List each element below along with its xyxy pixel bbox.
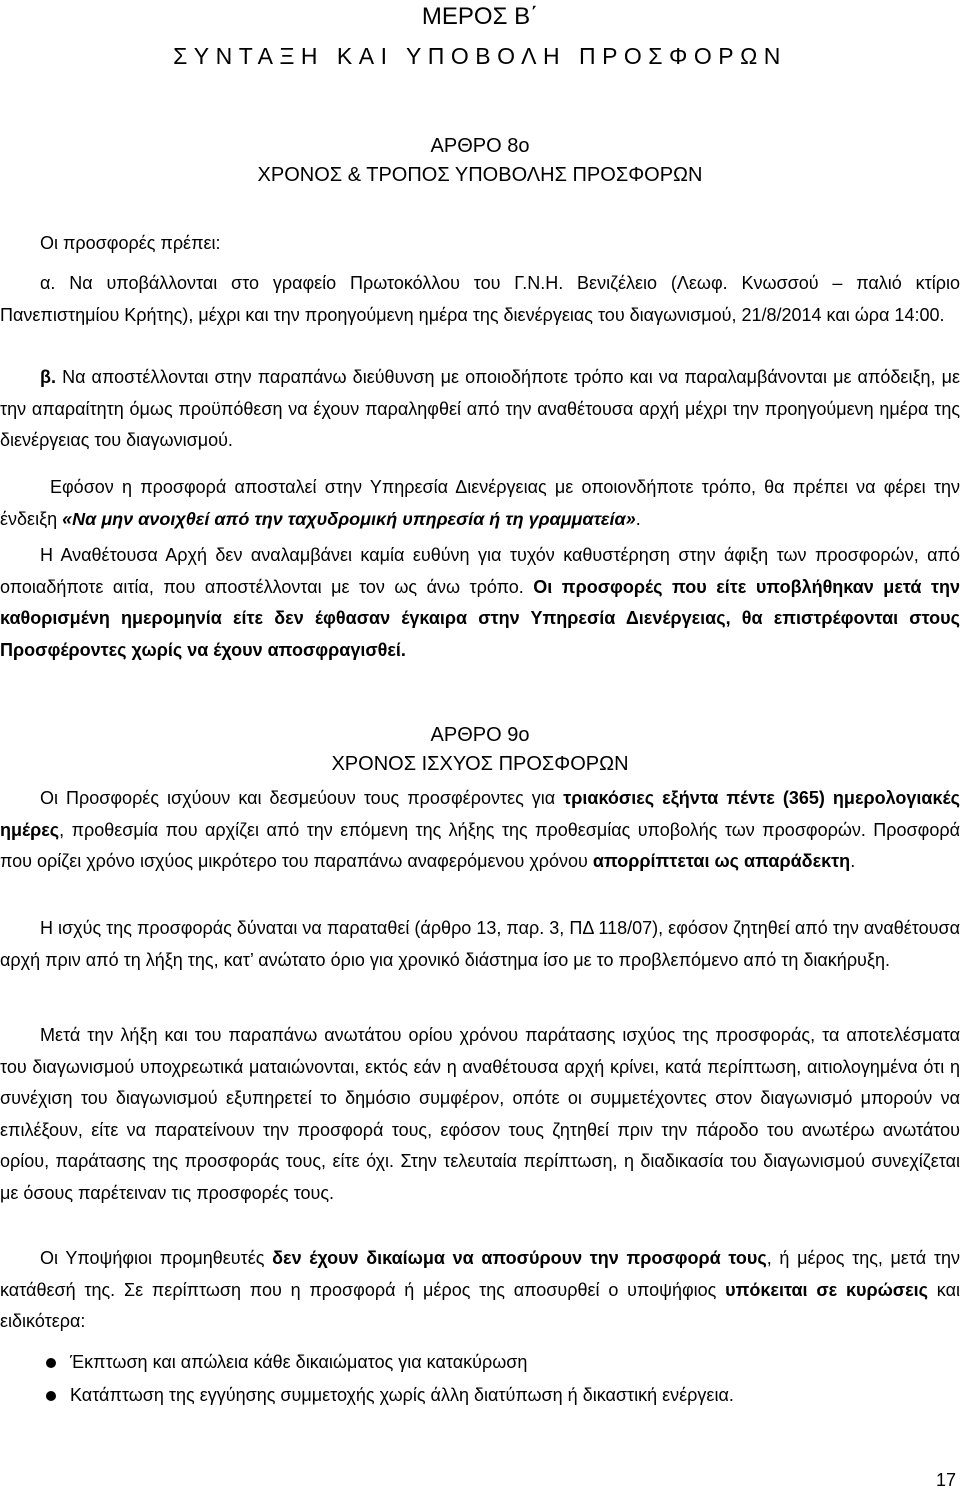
expiry-paragraph [0,1020,960,1209]
withdrawal-text-c: , ή μέρος της, μετά την κατάθεσή της. Σε περίπτωση που η προσφορά ή μέρος της αποσυρθεί ο υποψήφιος [0,1248,960,1300]
article-8-number: ΑΡΘΡΟ 8ο [430,135,530,157]
withdrawal-paragraph [0,1243,960,1338]
validity-text-e: . [850,851,856,871]
withdrawal-text-a: Οι Υποψήφιοι προμηθευτές [40,1248,273,1268]
liability-bold: Οι προσφορές που είτε υποβλήθηκαν μετά την καθορισμένη ημερομηνία είτε δεν έφθασαν έγκαιρα στην Υπηρεσία Διενέργειας, θα επιστρέφονται στους Προσφέροντες χωρίς να έχουν αποσφραγισθεί. [0,576,960,660]
withdrawal-text-e: και ειδικότερα: [0,1279,960,1331]
article-9-title: ΧΡΟΝΟΣ ΙΣΧΥΟΣ ΠΡΟΣΦΟΡΩΝ [331,753,629,775]
list-item-text: Κατάπτωση της εγγύησης συμμετοχής χωρίς άλλη διατύπωση ή δικαστική ενέργεια. [70,1384,734,1405]
no-withdrawal-right: δεν έχουν δικαίωμα να αποσύρουν την προσφορά τους [272,1248,767,1268]
item-a-text: α. Να υποβάλλονται στο γραφείο Πρωτοκόλλου του Γ.Ν.Η. Βενιζέλειο (Λεωφ. Κνωσσού – παλιό κτίριο Πανεπιστημίου Κρήτης), μέχρι και την προηγούμενη ημέρα της διενέργειας του διαγωνισμού, 21/8/2014 και ώρα 14:00. [0,273,960,325]
item-a-paragraph [0,268,960,331]
item-b-text: Να αποστέλλονται στην παραπάνω διεύθυνση με οποιοδήποτε τρόπο και να παραλαμβάνονται με απόδειξη, με την απαραίτητη όμως προϋπόθεση να έχουν παραληφθεί από την αναθέτουσα αρχή μέχρι την προηγούμενη ημέρα της διενέργειας του διαγωνισμού. [0,367,960,450]
validity-text-c: , προθεσμία που αρχίζει από την επόμενη της λήξης της προθεσμίας υποβολής των προσφορών. Προσφορά που ορίζει χρόνο ισχύος μικρότερο του παραπάνω αναφερόμενου χρόνου [0,819,960,871]
item-b-label: β. [40,367,56,387]
list-item [0,1380,960,1412]
extension-paragraph [0,913,960,976]
extension-text: Η ισχύς της προσφοράς δύναται να παραταθεί (άρθρο 13, παρ. 3, ΠΔ 118/07), εφόσον ζητηθεί από την αναθέτουσα αρχή πριν από τη λήξη της, κατ’ ανώτατο όριο για χρονικό διάστημα ίσο με το προβλεπόμενο από τη διακήρυξη. [0,918,960,970]
item-b-paragraph [0,362,960,457]
validity-period: τριακόσιες εξήντα πέντε (365) ημερολογιακές ημέρες [0,788,960,840]
mail-marking-paragraph [0,472,960,535]
article-8-title: ΧΡΟΝΟΣ & ΤΡΟΠΟΣ ΥΠΟΒΟΛΗΣ ΠΡΟΣΦΟΡΩΝ [257,164,703,186]
bullet-icon [46,1391,56,1401]
sanctions-list [0,1347,960,1412]
intro-text: Οι προσφορές πρέπει: [40,233,221,253]
article-9-number: ΑΡΘΡΟ 9ο [430,724,530,746]
rejected-note: απορρίπτεται ως απαράδεκτη [592,851,851,871]
mail-text: Εφόσον η προσφορά αποσταλεί στην Υπηρεσία Διενέργειας με οποιονδήποτε τρόπο, θα πρέπει να φέρει την ένδειξη [0,477,960,529]
bullet-icon [46,1358,56,1368]
validity-text-a: Οι Προσφορές ισχύουν και δεσμεύουν τους προσφέροντες για [40,788,564,808]
sanctions-note: υπόκειται σε κυρώσεις [725,1279,929,1300]
list-item [0,1347,960,1379]
list-item-text: Έκπτωση και απώλεια κάθε δικαιώματος για κατακύρωση [70,1352,528,1372]
section-title: ΣΥΝΤΑΞΗ ΚΑΙ ΥΠΟΒΟΛΗ ΠΡΟΣΦΟΡΩΝ [173,43,787,69]
expiry-text: Μετά την λήξη και του παραπάνω ανωτάτου ορίου χρόνου παράτασης ισχύος της προσφοράς, τα αποτελέσματα του διαγωνισμού υποχρεωτικά ματαιώνονται, εκτός εάν η αναθέτουσα αρχή κρίνει, κατά περίπτωση, αιτιολογημένα ότι η συνέχιση του διαγωνισμού εξυπηρετεί το δημόσιο συμφέρον, οπότε οι συμμετέχοντες στον διαγωνισμό μπορούν να επιλέξουν, είτε να παρατείνουν την προσφορά τους, εφόσον τους ζητηθεί πριν την πάροδο του ανωτέρω ανωτάτου ορίου, παράτασης της προσφοράς τους, είτε όχι. Στην τελευταία περίπτωση, η διαδικασία του διαγωνισμού συνεχίζεται με όσους παρέτειναν τις προσφορές τους. [0,1025,960,1203]
page-number: 17 [935,1470,956,1490]
liability-paragraph [0,540,960,666]
liability-text: Η Αναθέτουσα Αρχή δεν αναλαμβάνει καμία ευθύνη για τυχόν καθυστέρηση στην άφιξη των προσφορών, από οποιαδήποτε αιτία, που αποστέλλονται με τον ως άνω τρόπο. [0,545,960,597]
part-title: ΜΕΡΟΣ Β΄ [421,3,539,30]
mail-end: . [635,508,641,529]
article-8-intro [0,228,960,260]
validity-paragraph [0,783,960,878]
mail-marking: «Να μην ανοιχθεί από την ταχυδρομική υπηρεσία ή τη γραμματεία» [62,508,636,529]
